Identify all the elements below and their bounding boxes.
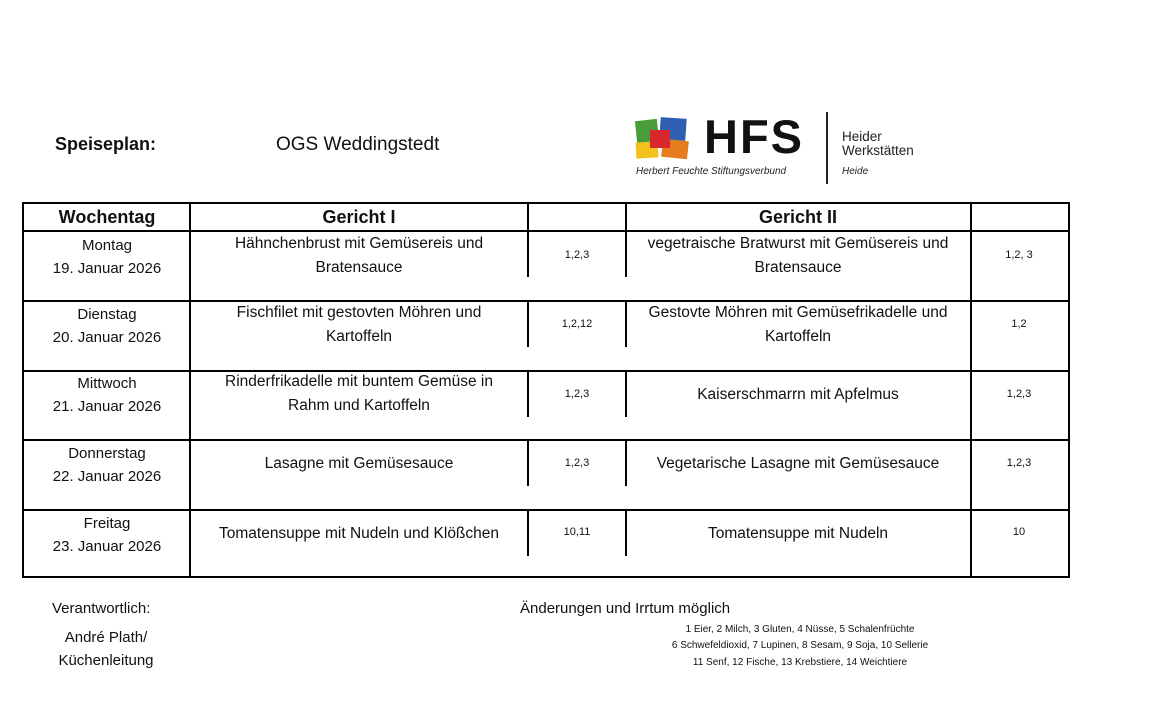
- table-row-day: [24, 442, 190, 488]
- header-codes2: [970, 204, 1068, 231]
- logo-subtitle: Herbert Feuchte Stiftungsverbund: [636, 166, 787, 177]
- responsible-name: André Plath/: [64, 629, 148, 646]
- date: 19. Januar 2026: [52, 260, 162, 277]
- logo-mark: HFS: [704, 110, 804, 163]
- dish-line: Vegetarische Lasagne mit Gemüsesauce: [656, 455, 940, 472]
- menu-table: [22, 202, 1070, 578]
- responsible-label: Verantwortlich:: [52, 600, 151, 617]
- dish2-cell: [626, 301, 970, 349]
- date: 20. Januar 2026: [52, 329, 162, 346]
- table-row-day: [24, 372, 190, 418]
- column-divider: [625, 204, 627, 231]
- dish-line: vegetraische Bratwurst mit Gemüsereis und: [647, 235, 949, 252]
- allergen-codes1: 10,11: [563, 526, 591, 538]
- row-divider: [24, 439, 1068, 441]
- row-divider: [24, 509, 1068, 511]
- weekday: Donnerstag: [68, 445, 146, 462]
- weekday: Montag: [81, 237, 133, 254]
- dish2-cell: [626, 452, 970, 476]
- header-weekday: Wochentag: [58, 207, 156, 227]
- allergen-codes1: 1,2,3: [564, 388, 590, 400]
- dish-line: Fischfilet mit gestovten Möhren und: [236, 304, 482, 321]
- dish1-cell: [190, 522, 528, 546]
- weekday: Mittwoch: [77, 375, 137, 392]
- date: 23. Januar 2026: [52, 538, 162, 555]
- dish1-cell: [190, 301, 528, 349]
- dish2-cell: [626, 522, 970, 546]
- dish-line: Hähnchenbrust mit Gemüsereis und: [234, 235, 484, 252]
- dish-line: Lasagne mit Gemüsesauce: [264, 455, 454, 472]
- date: 21. Januar 2026: [52, 398, 162, 415]
- allergen-codes1: 1,2,12: [561, 318, 593, 330]
- hfs-logo: [634, 110, 934, 186]
- dish-line: Tomatensuppe mit Nudeln: [707, 525, 889, 542]
- allergen-codes2: 10: [1012, 526, 1026, 538]
- dish2-cell: [626, 383, 970, 407]
- allergen-codes2: 1,2: [1011, 318, 1027, 330]
- allergen-codes2: 1,2,3: [1006, 457, 1032, 469]
- logo-name-line2: Werkstätten: [842, 143, 914, 158]
- location-title: OGS Weddingstedt: [276, 134, 440, 155]
- allergen-codes1: 1,2,3: [564, 457, 590, 469]
- weekday: Dienstag: [77, 306, 137, 323]
- allergen-legend-line: 6 Schwefeldioxid, 7 Lupinen, 8 Sesam, 9 Soja, 10 Sellerie: [671, 640, 929, 651]
- dish1-cell: [190, 452, 528, 476]
- table-row-day: [24, 234, 190, 280]
- date: 22. Januar 2026: [52, 468, 162, 485]
- header-codes1: [528, 204, 626, 231]
- dish-line: Tomatensuppe mit Nudeln und Klößchen: [218, 525, 500, 542]
- logo-organization: [842, 130, 914, 158]
- dish-line: Gestovte Möhren mit Gemüsefrikadelle und: [648, 304, 948, 321]
- logo-divider: [826, 112, 828, 184]
- logo-square-red: [650, 130, 670, 148]
- dish-line: Rahm und Kartoffeln: [288, 397, 430, 414]
- dish1-cell: [190, 232, 528, 280]
- dish-line: Kartoffeln: [764, 328, 832, 345]
- dish-line: Rinderfrikadelle mit buntem Gemüse in: [225, 373, 493, 390]
- logo-name-line1: Heider: [842, 129, 882, 144]
- header-dish2: Gericht II: [758, 207, 838, 227]
- allergen-legend-line: 11 Senf, 12 Fische, 13 Krebstiere, 14 Weichtiere: [692, 657, 908, 668]
- responsible-person: [40, 626, 172, 672]
- dish2-cell: [626, 232, 970, 280]
- dish-line: Kaiserschmarrn mit Apfelmus: [697, 386, 899, 403]
- table-row-day: [24, 512, 190, 558]
- dish1-cell: [190, 370, 528, 418]
- column-divider: [527, 204, 529, 231]
- responsible-role: Küchenleitung: [58, 652, 154, 669]
- logo-city: Heide: [842, 166, 869, 177]
- allergen-codes2: 1,2,3: [1006, 388, 1032, 400]
- changes-note: Änderungen und Irrtum möglich: [520, 600, 731, 617]
- allergen-codes2: 1,2, 3: [1005, 249, 1033, 261]
- allergen-legend-line: 1 Eier, 2 Milch, 3 Gluten, 4 Nüsse, 5 Schalenfrüchte: [685, 624, 915, 635]
- allergen-codes1: 1,2,3: [564, 249, 590, 261]
- weekday: Freitag: [83, 515, 131, 532]
- dish-line: Bratensauce: [315, 259, 403, 276]
- header-dish1: Gericht I: [322, 207, 396, 227]
- page-title-label: Speiseplan:: [55, 134, 157, 154]
- table-row-day: [24, 303, 190, 349]
- dish-line: Kartoffeln: [325, 328, 393, 345]
- dish-line: Bratensauce: [754, 259, 842, 276]
